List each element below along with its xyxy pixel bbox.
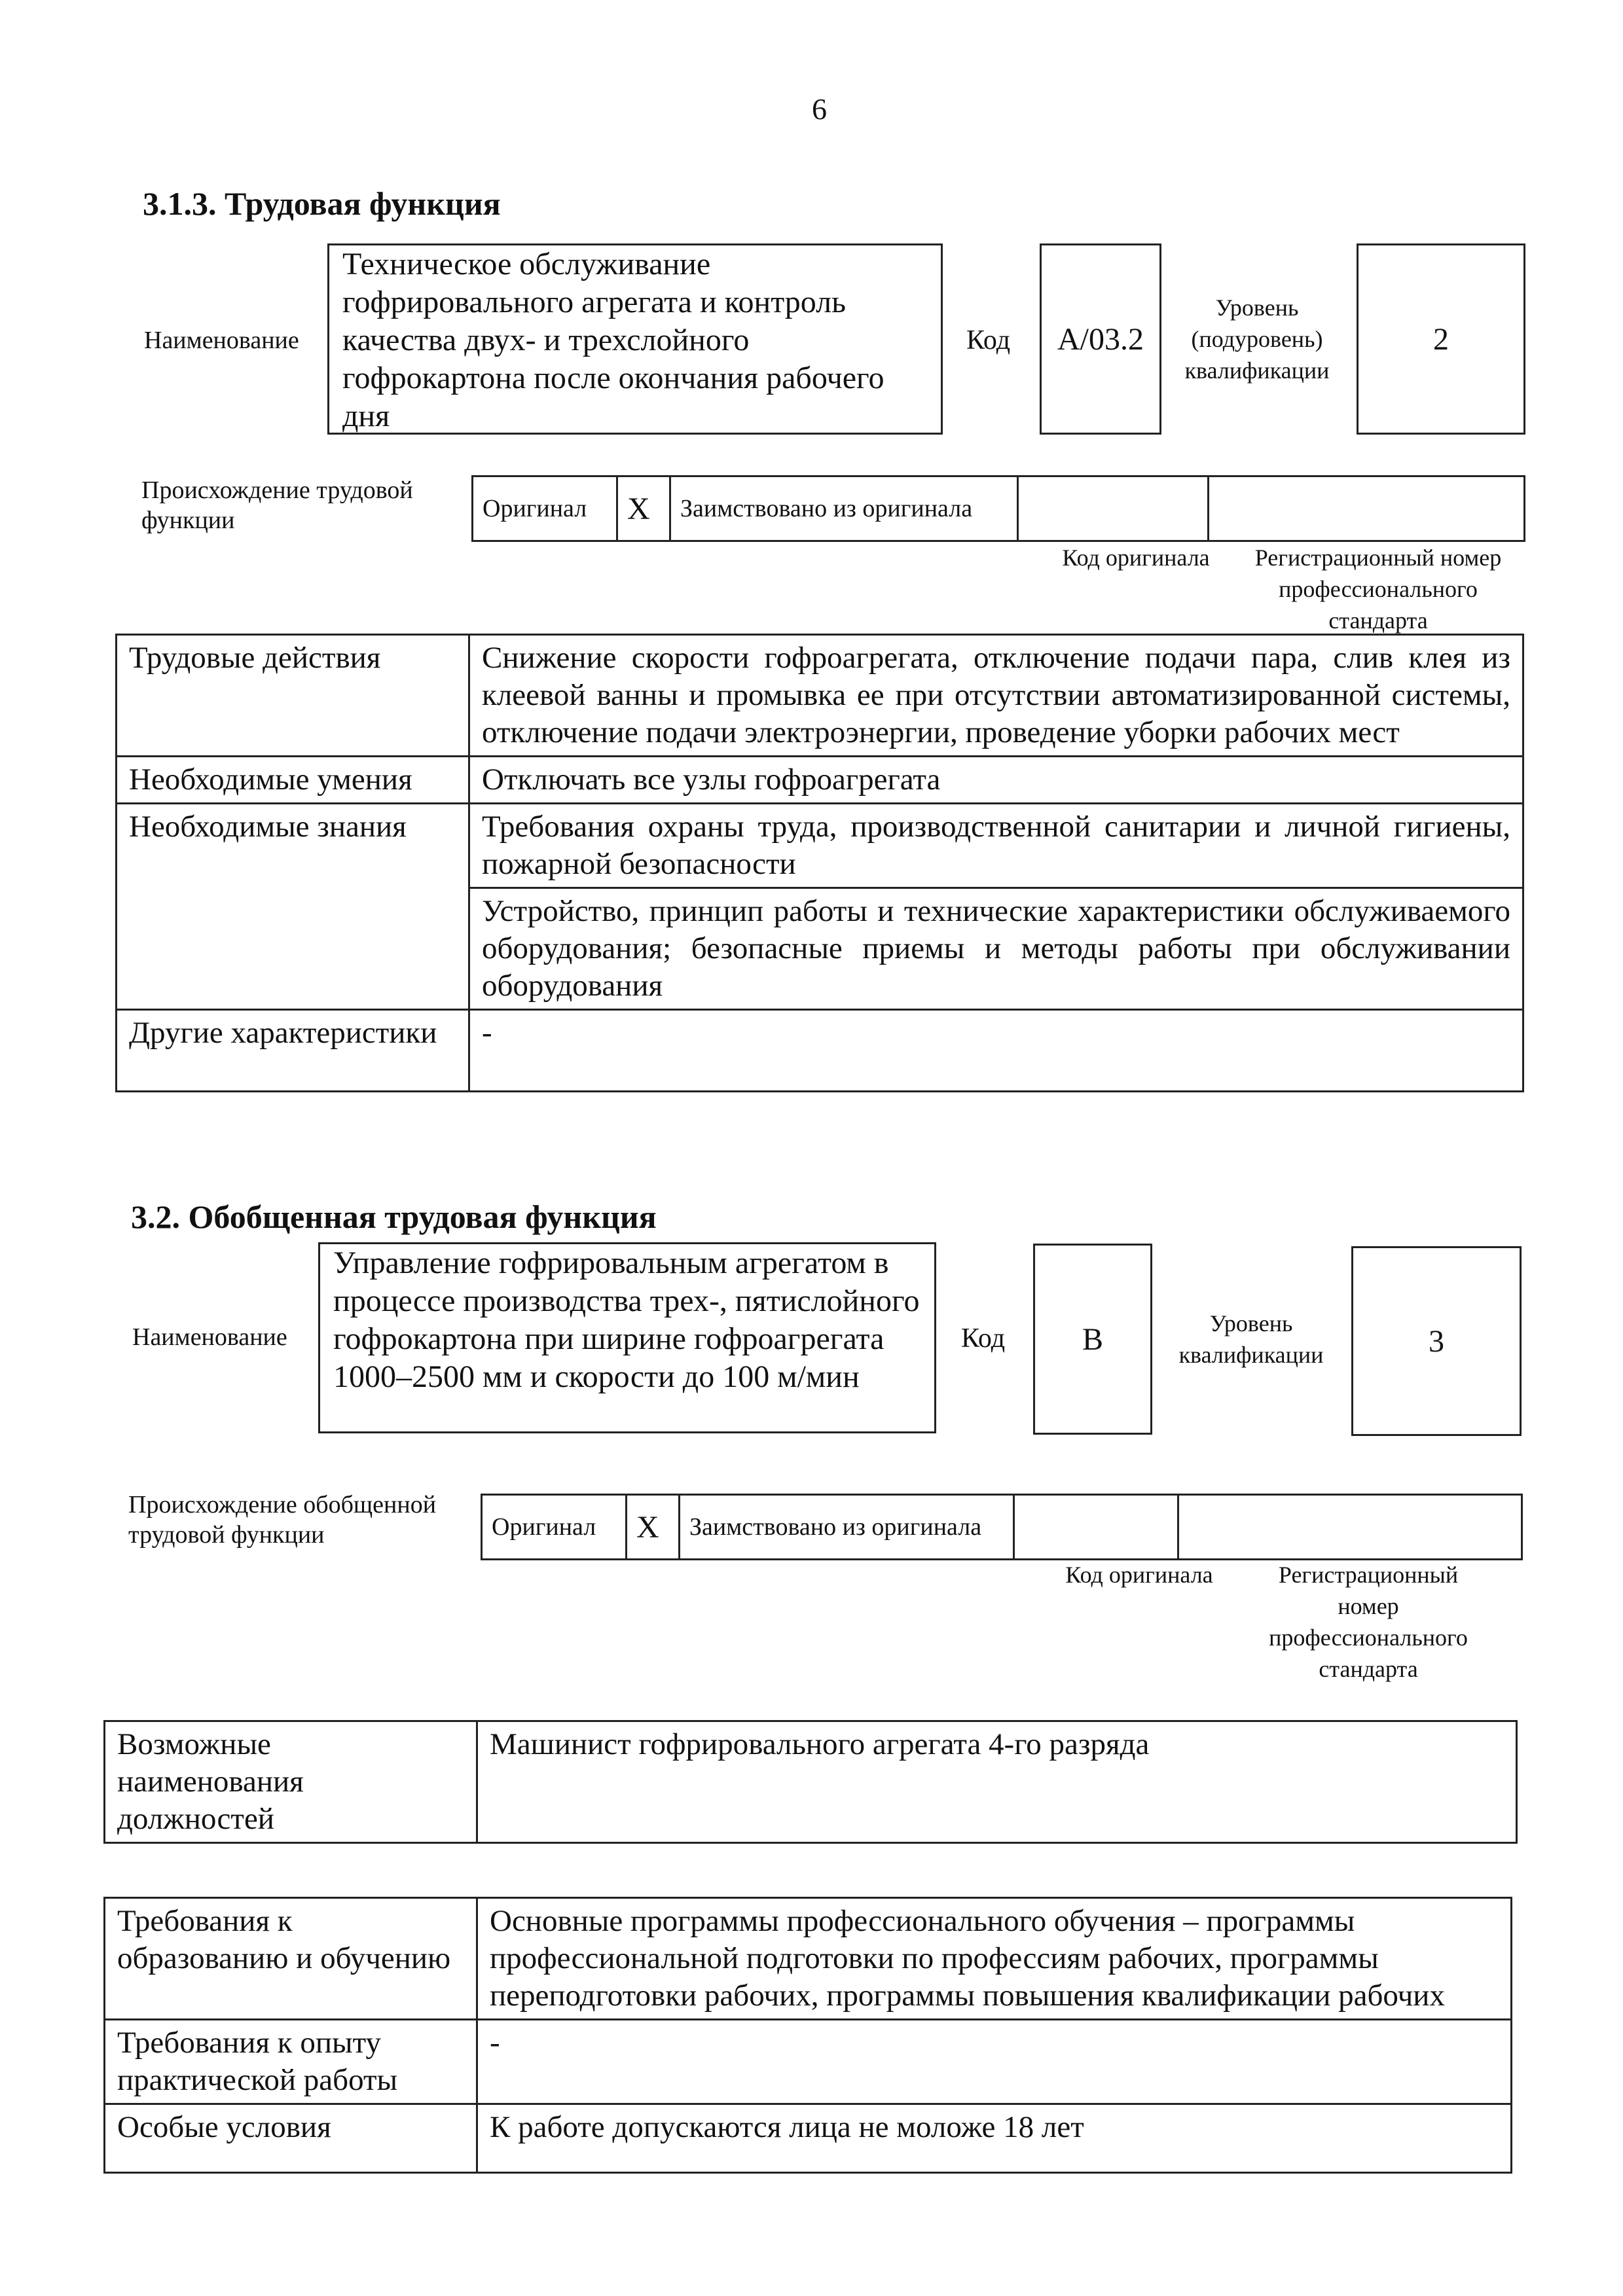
orig-code-cell-313 [1018, 476, 1209, 541]
row-label: Требования к опыту практической работы [105, 2020, 477, 2104]
table-row [105, 1898, 1512, 2020]
row-value: Основные программы профессионального обучения – программы профессиональной подготовки по профессиям рабочих, программы переподготовки рабочих, программы повышения квалификации рабочих [477, 1898, 1512, 2020]
name-label-313: Наименование [144, 327, 299, 354]
level-label-32: Уровень квалификации [1178, 1310, 1324, 1368]
requirements-table-32 [103, 1897, 1512, 2174]
section-heading-313: 3.1.3. Трудовая функция [143, 185, 501, 222]
orig-code-caption-313: Код оригинала [1062, 545, 1210, 571]
row-label: Трудовые действия [117, 635, 469, 757]
labor-function-table-313 [115, 634, 1524, 1092]
function-name-box-32 [318, 1242, 936, 1433]
row-label: Другие характеристики [117, 1010, 469, 1092]
origin-table-32 [481, 1494, 1523, 1560]
table-row [105, 2020, 1512, 2104]
row-label: Необходимые знания [117, 804, 469, 1010]
borrowed-label-32: Заимствовано из оригинала [680, 1495, 1014, 1560]
level-label-313: Уровень (подуровень) квалификации [1184, 295, 1330, 384]
reg-number-cell-32 [1178, 1495, 1522, 1560]
origin-label-32: Происхождение обобщенной трудовой функции [128, 1491, 437, 1549]
row-value: Требования охраны труда, производственной санитарии и личной гигиены, пожарной безопасности [469, 804, 1523, 888]
row-value: Устройство, принцип работы и технические характеристики обслуживаемого оборудования; безопасные приемы и методы работы при обслуживании оборудования [469, 888, 1523, 1010]
reg-number-caption-32: Регистрационный номер профессионального стандарта [1269, 1562, 1468, 1682]
original-label-313: Оригинал [473, 476, 617, 541]
row-label: Требования к образованию и обучению [105, 1898, 477, 2020]
table-row [117, 804, 1523, 888]
positions-table-32 [103, 1720, 1518, 1844]
row-label: Возможные наименования должностей [105, 1721, 477, 1843]
table-row [105, 2104, 1512, 2173]
row-label: Особые условия [105, 2104, 477, 2173]
page-number: 6 [812, 92, 827, 126]
level-value-32: 3 [1351, 1246, 1522, 1436]
table-row [117, 1010, 1523, 1092]
level-value-313: 2 [1357, 243, 1525, 435]
row-value: Снижение скорости гофроагрегата, отключение подачи пара, слив клея из клеевой ванны и промывка ее при отсутствии автоматизированной системы, отключение подачи электроэнергии, проведение уборки рабочих мест [469, 635, 1523, 757]
reg-number-cell-313 [1209, 476, 1525, 541]
borrowed-label-313: Заимствовано из оригинала [670, 476, 1018, 541]
orig-code-caption-32: Код оригинала [1065, 1562, 1213, 1588]
original-mark-32: X [627, 1495, 680, 1560]
table-row [117, 757, 1523, 804]
original-label-32: Оригинал [482, 1495, 627, 1560]
row-label: Необходимые умения [117, 757, 469, 804]
row-value: Отключать все узлы гофроагрегата [469, 757, 1523, 804]
reg-number-caption-313: Регистрационный номер профессионального стандарта [1254, 545, 1502, 634]
row-value: - [477, 2020, 1512, 2104]
orig-code-cell-32 [1014, 1495, 1178, 1560]
name-label-32: Наименование [132, 1323, 287, 1351]
function-name-32: Управление гофрировальным агрегатом в процессе производства трех-, пятислойного гофрокартона при ширине гофроагрегата 1000–2500 мм и скорости до 100 м/мин [333, 1246, 920, 1394]
row-value: - [469, 1010, 1523, 1092]
code-value-313: A/03.2 [1040, 243, 1161, 435]
table-row [117, 635, 1523, 757]
code-label-32: Код [961, 1323, 1006, 1354]
row-value: К работе допускаются лица не моложе 18 лет [477, 2104, 1512, 2173]
origin-label-313: Происхождение трудовой функции [141, 476, 413, 534]
row-value: Машинист гофрировального агрегата 4-го разряда [477, 1721, 1517, 1843]
origin-table-313 [471, 475, 1525, 542]
code-value-32: B [1033, 1244, 1152, 1435]
code-label-313: Код [966, 325, 1011, 355]
section-heading-32: 3.2. Обобщенная трудовая функция [131, 1198, 657, 1235]
function-name-313: Техническое обслуживание гофрировального агрегата и контроль качества двух- и трехслойного гофрокартона после окончания рабочего дня [342, 247, 884, 433]
table-row [105, 1721, 1517, 1843]
function-name-box-313 [327, 243, 943, 435]
original-mark-313: X [617, 476, 670, 541]
